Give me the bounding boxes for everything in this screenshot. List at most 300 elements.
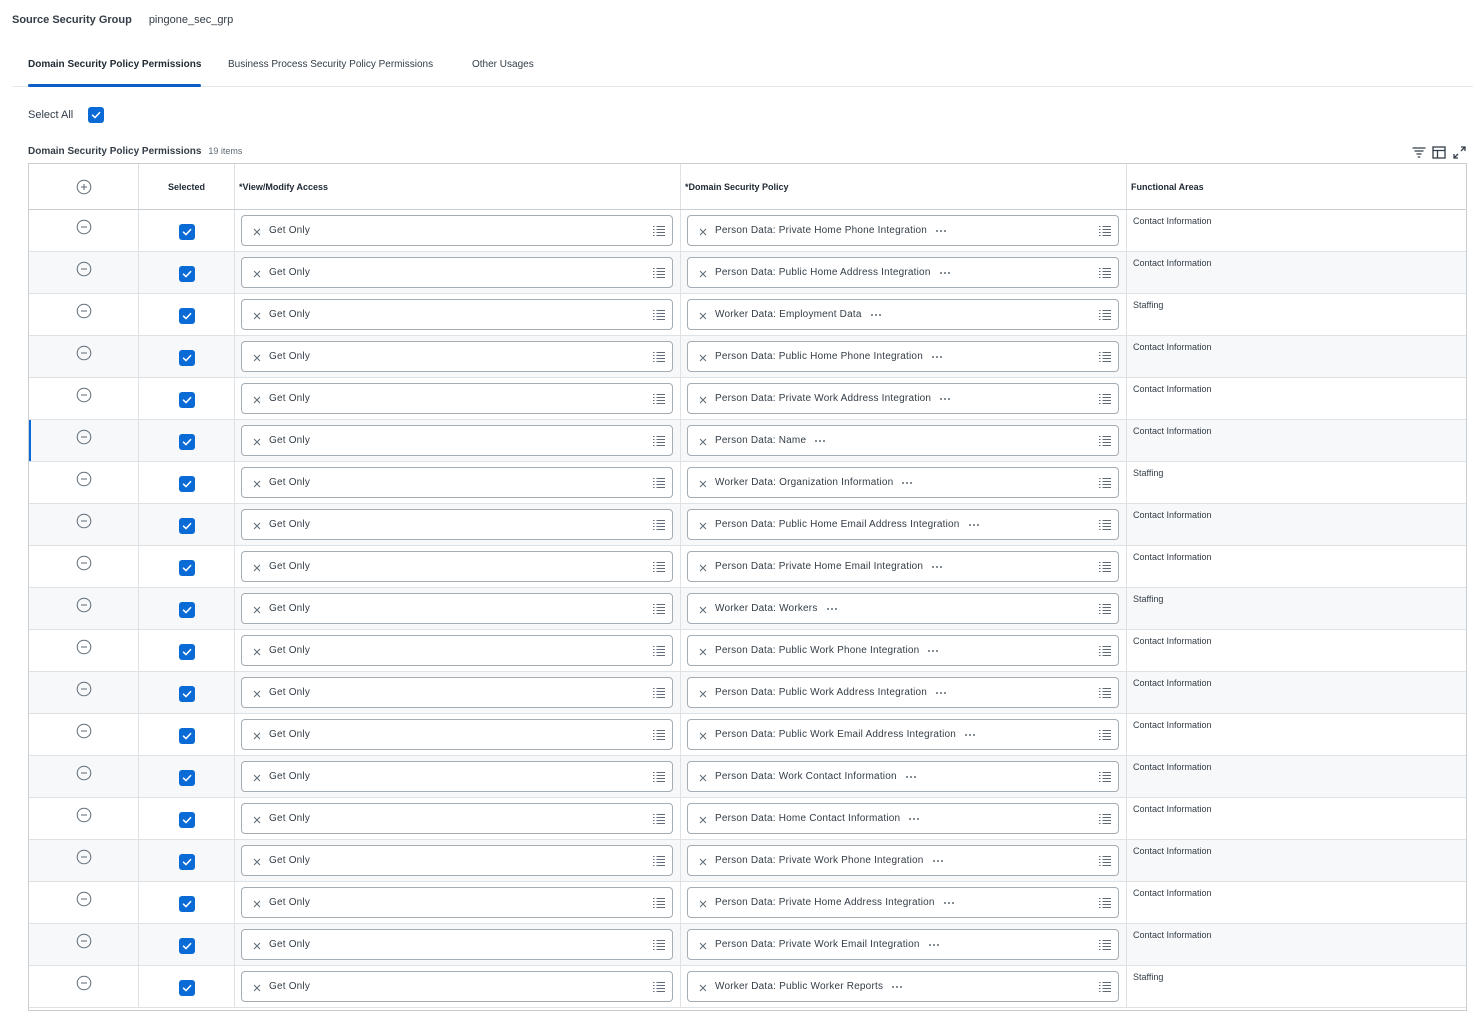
access-prompt[interactable]: [241, 677, 673, 708]
list-icon[interactable]: [652, 728, 666, 742]
minus-circle-icon: [76, 555, 92, 571]
policy-prompt[interactable]: [687, 509, 1119, 540]
policy-prompt[interactable]: [687, 341, 1119, 372]
remove-row-button[interactable]: [76, 429, 92, 445]
access-label: Get Only: [269, 771, 311, 782]
access-value: [252, 645, 310, 657]
list-icon[interactable]: [1098, 392, 1112, 406]
close-icon[interactable]: [698, 311, 708, 321]
list-icon[interactable]: [1098, 224, 1112, 238]
row-checkbox[interactable]: [179, 266, 195, 282]
policy-prompt[interactable]: [687, 971, 1119, 1002]
list-icon[interactable]: [652, 644, 666, 658]
policy-label: Person Data: Private Home Email Integration: [715, 561, 924, 572]
functional-area-cell: Contact Information: [1133, 216, 1212, 226]
row-checkbox[interactable]: [179, 938, 195, 954]
list-icon[interactable]: [1098, 350, 1112, 364]
access-value: [252, 729, 310, 741]
check-icon: [182, 815, 192, 825]
policy-cell: [681, 798, 1127, 839]
list-icon[interactable]: [652, 476, 666, 490]
access-prompt[interactable]: [241, 887, 673, 918]
header-functional-areas[interactable]: Functional Areas: [1131, 181, 1204, 192]
close-icon[interactable]: [252, 395, 262, 405]
access-prompt[interactable]: [241, 593, 673, 624]
ellipsis-icon[interactable]: [813, 436, 827, 446]
remove-row-button[interactable]: [76, 303, 92, 319]
tab-other-usages[interactable]: Other Usages: [472, 59, 534, 70]
access-prompt[interactable]: [241, 551, 673, 582]
policy-prompt[interactable]: [687, 803, 1119, 834]
remove-cell: [29, 420, 139, 461]
table-row: [29, 420, 1466, 462]
ellipsis-icon[interactable]: [938, 394, 952, 404]
policy-label: Person Data: Home Contact Information: [715, 813, 901, 824]
ellipsis-icon[interactable]: [869, 310, 883, 320]
row-checkbox[interactable]: [179, 686, 195, 702]
row-checkbox[interactable]: [179, 980, 195, 996]
remove-row-button[interactable]: [76, 975, 92, 991]
row-checkbox[interactable]: [179, 812, 195, 828]
list-icon[interactable]: [652, 392, 666, 406]
policy-prompt[interactable]: [687, 719, 1119, 750]
remove-cell: [29, 840, 139, 881]
close-icon[interactable]: [252, 521, 262, 531]
access-value: [252, 225, 310, 237]
close-icon[interactable]: [698, 857, 708, 867]
close-icon[interactable]: [698, 353, 708, 363]
policy-prompt[interactable]: [687, 257, 1119, 288]
access-cell: [235, 462, 681, 503]
close-icon[interactable]: [252, 983, 262, 993]
remove-row-button[interactable]: [76, 345, 92, 361]
access-label: Get Only: [269, 603, 311, 614]
source-value: pingone_sec_grp: [148, 14, 234, 26]
policy-prompt[interactable]: [687, 467, 1119, 498]
selected-cell: [139, 588, 235, 629]
header-view-modify-access[interactable]: *View/Modify Access: [235, 164, 681, 209]
policy-prompt[interactable]: [687, 635, 1119, 666]
close-icon[interactable]: [698, 815, 708, 825]
access-prompt[interactable]: [241, 467, 673, 498]
select-all-label: Select All: [28, 109, 74, 121]
close-icon[interactable]: [252, 941, 262, 951]
minus-circle-icon: [76, 219, 92, 235]
remove-row-button[interactable]: [76, 765, 92, 781]
close-icon[interactable]: [698, 731, 708, 741]
access-value: [252, 897, 310, 909]
policy-cell: [681, 420, 1127, 461]
ellipsis-icon[interactable]: [930, 352, 944, 362]
list-icon[interactable]: [652, 770, 666, 784]
policy-prompt[interactable]: [687, 761, 1119, 792]
access-prompt[interactable]: [241, 341, 673, 372]
minus-circle-icon: [76, 681, 92, 697]
policy-prompt[interactable]: [687, 887, 1119, 918]
table-row: [29, 210, 1466, 252]
check-icon: [182, 563, 192, 573]
list-icon[interactable]: [1098, 476, 1112, 490]
remove-row-button[interactable]: [76, 807, 92, 823]
list-icon[interactable]: [1098, 602, 1112, 616]
access-prompt[interactable]: [241, 719, 673, 750]
selected-cell: [139, 504, 235, 545]
list-icon[interactable]: [652, 980, 666, 994]
functional-area-cell: Staffing: [1133, 468, 1164, 478]
access-prompt[interactable]: [241, 845, 673, 876]
ellipsis-icon[interactable]: [900, 478, 914, 488]
close-icon[interactable]: [252, 227, 262, 237]
functional-area-cell: Contact Information: [1133, 804, 1212, 814]
policy-cell: [681, 504, 1127, 545]
policy-prompt[interactable]: [687, 593, 1119, 624]
close-icon[interactable]: [252, 899, 262, 909]
row-checkbox[interactable]: [179, 518, 195, 534]
check-icon: [182, 773, 192, 783]
list-icon[interactable]: [1098, 518, 1112, 532]
access-value: [252, 771, 310, 783]
policy-prompt[interactable]: [687, 383, 1119, 414]
ellipsis-icon[interactable]: [825, 604, 839, 614]
grid-header: [29, 164, 1466, 210]
minus-circle-icon: [76, 849, 92, 865]
access-prompt[interactable]: [241, 215, 673, 246]
access-prompt[interactable]: [241, 425, 673, 456]
minus-circle-icon: [76, 261, 92, 277]
access-label: Get Only: [269, 267, 311, 278]
list-icon[interactable]: [652, 350, 666, 364]
close-icon[interactable]: [252, 815, 262, 825]
access-prompt[interactable]: [241, 257, 673, 288]
check-icon: [182, 899, 192, 909]
ellipsis-icon[interactable]: [967, 520, 981, 530]
close-icon[interactable]: [252, 563, 262, 573]
check-icon: [182, 857, 192, 867]
policy-value: [698, 813, 921, 825]
filter-icon[interactable]: [1410, 144, 1428, 160]
access-value: [252, 351, 310, 363]
selected-cell: [139, 882, 235, 923]
remove-row-button[interactable]: [76, 681, 92, 697]
policy-label: Person Data: Private Home Address Integration: [715, 897, 935, 908]
access-cell: [235, 294, 681, 335]
list-icon[interactable]: [652, 518, 666, 532]
remove-cell: [29, 882, 139, 923]
list-icon[interactable]: [652, 434, 666, 448]
remove-row-button[interactable]: [76, 849, 92, 865]
table-row: [29, 252, 1466, 294]
remove-row-button[interactable]: [76, 261, 92, 277]
remove-row-button[interactable]: [76, 891, 92, 907]
close-icon[interactable]: [698, 395, 708, 405]
remove-row-button[interactable]: [76, 555, 92, 571]
ellipsis-icon[interactable]: [934, 688, 948, 698]
close-icon[interactable]: [698, 563, 708, 573]
functional-area-cell: Contact Information: [1133, 762, 1212, 772]
close-icon[interactable]: [698, 899, 708, 909]
policy-cell: [681, 336, 1127, 377]
policy-cell: [681, 882, 1127, 923]
remove-row-button[interactable]: [76, 219, 92, 235]
remove-row-button[interactable]: [76, 471, 92, 487]
close-icon[interactable]: [698, 269, 708, 279]
grid-toolbar: [1408, 144, 1468, 160]
policy-label: Worker Data: Workers: [715, 603, 818, 614]
functional-area-cell: Contact Information: [1133, 930, 1212, 940]
close-icon[interactable]: [698, 647, 708, 657]
remove-cell: [29, 630, 139, 671]
close-icon[interactable]: [252, 269, 262, 279]
close-icon[interactable]: [698, 983, 708, 993]
list-icon[interactable]: [1098, 854, 1112, 868]
close-icon[interactable]: [698, 941, 708, 951]
policy-prompt[interactable]: [687, 677, 1119, 708]
access-cell: [235, 840, 681, 881]
ellipsis-icon[interactable]: [904, 772, 918, 782]
close-icon[interactable]: [698, 437, 708, 447]
policy-prompt[interactable]: [687, 425, 1119, 456]
ellipsis-icon[interactable]: [931, 856, 945, 866]
check-icon: [182, 353, 192, 363]
access-prompt[interactable]: [241, 383, 673, 414]
access-cell: [235, 546, 681, 587]
functional-area-cell: Contact Information: [1133, 426, 1212, 436]
policy-label: Person Data: Public Work Phone Integration: [715, 645, 920, 656]
list-icon[interactable]: [652, 602, 666, 616]
row-checkbox[interactable]: [179, 644, 195, 660]
remove-cell: [29, 252, 139, 293]
tab-domain-security-policy-permissions[interactable]: Domain Security Policy Permissions: [28, 59, 201, 87]
access-prompt[interactable]: [241, 761, 673, 792]
close-icon[interactable]: [252, 857, 262, 867]
minus-circle-icon: [76, 639, 92, 655]
policy-cell: [681, 630, 1127, 671]
select-all-checkbox[interactable]: [88, 107, 104, 123]
ellipsis-icon[interactable]: [907, 814, 921, 824]
row-checkbox[interactable]: [179, 854, 195, 870]
selected-cell: [139, 210, 235, 251]
ellipsis-icon[interactable]: [934, 226, 948, 236]
ellipsis-icon[interactable]: [963, 730, 977, 740]
policy-prompt[interactable]: [687, 551, 1119, 582]
close-icon[interactable]: [252, 479, 262, 489]
minus-circle-icon: [76, 723, 92, 739]
close-icon[interactable]: [698, 479, 708, 489]
policy-prompt[interactable]: [687, 845, 1119, 876]
access-cell: [235, 630, 681, 671]
access-label: Get Only: [269, 729, 311, 740]
select-all: [28, 106, 104, 124]
row-checkbox[interactable]: [179, 602, 195, 618]
close-icon[interactable]: [252, 689, 262, 699]
policy-cell: [681, 672, 1127, 713]
header-domain-security-policy[interactable]: *Domain Security Policy: [681, 164, 1127, 209]
table-row: [29, 336, 1466, 378]
header-selected[interactable]: Selected: [139, 164, 235, 209]
close-icon[interactable]: [252, 647, 262, 657]
selected-cell: [139, 672, 235, 713]
close-icon[interactable]: [698, 521, 708, 531]
ellipsis-icon[interactable]: [890, 982, 904, 992]
remove-row-button[interactable]: [76, 723, 92, 739]
access-value: [252, 561, 310, 573]
minus-circle-icon: [76, 765, 92, 781]
row-checkbox[interactable]: [179, 308, 195, 324]
remove-row-button[interactable]: [76, 387, 92, 403]
list-icon[interactable]: [652, 266, 666, 280]
close-icon[interactable]: [698, 605, 708, 615]
selected-cell: [139, 840, 235, 881]
access-label: Get Only: [269, 897, 311, 908]
functional-area-cell: Contact Information: [1133, 258, 1212, 268]
list-icon[interactable]: [652, 560, 666, 574]
policy-value: [698, 225, 948, 237]
functional-area-cell: Contact Information: [1133, 846, 1212, 856]
remove-row-button[interactable]: [76, 933, 92, 949]
list-icon[interactable]: [652, 896, 666, 910]
check-icon: [182, 311, 192, 321]
policy-label: Person Data: Private Work Email Integration: [715, 939, 920, 950]
policy-cell: [681, 462, 1127, 503]
policy-label: Person Data: Public Work Address Integration: [715, 687, 928, 698]
access-prompt[interactable]: [241, 509, 673, 540]
policy-value: [698, 519, 981, 531]
check-icon: [91, 110, 101, 120]
policy-prompt[interactable]: [687, 215, 1119, 246]
policy-value: [698, 393, 952, 405]
row-checkbox[interactable]: [179, 392, 195, 408]
row-checkbox[interactable]: [179, 560, 195, 576]
list-icon[interactable]: [652, 308, 666, 322]
tab-business-process-security-policy-permissions[interactable]: Business Process Security Policy Permissions: [228, 59, 434, 70]
access-value: [252, 435, 310, 447]
ellipsis-icon[interactable]: [938, 268, 952, 278]
close-icon[interactable]: [252, 353, 262, 363]
close-icon[interactable]: [252, 731, 262, 741]
access-value: [252, 309, 310, 321]
selected-cell: [139, 336, 235, 377]
access-cell: [235, 504, 681, 545]
policy-cell: [681, 588, 1127, 629]
access-prompt[interactable]: [241, 635, 673, 666]
close-icon[interactable]: [252, 605, 262, 615]
remove-row-button[interactable]: [76, 513, 92, 529]
policy-label: Person Data: Private Home Phone Integration: [715, 225, 928, 236]
list-icon[interactable]: [1098, 812, 1112, 826]
list-icon[interactable]: [652, 812, 666, 826]
list-icon[interactable]: [1098, 686, 1112, 700]
list-icon[interactable]: [1098, 560, 1112, 574]
remove-cell: [29, 378, 139, 419]
access-label: Get Only: [269, 687, 311, 698]
close-icon[interactable]: [698, 227, 708, 237]
list-icon[interactable]: [652, 854, 666, 868]
row-checkbox[interactable]: [179, 434, 195, 450]
list-icon[interactable]: [1098, 896, 1112, 910]
access-prompt[interactable]: [241, 929, 673, 960]
access-value: [252, 519, 310, 531]
source-label: Source Security Group: [12, 14, 132, 26]
close-icon[interactable]: [252, 311, 262, 321]
selected-cell: [139, 546, 235, 587]
row-checkbox[interactable]: [179, 770, 195, 786]
selected-cell: [139, 294, 235, 335]
policy-value: [698, 351, 944, 363]
table-row: [29, 756, 1466, 798]
close-icon[interactable]: [698, 689, 708, 699]
policy-cell: [681, 756, 1127, 797]
list-icon[interactable]: [1098, 980, 1112, 994]
row-checkbox[interactable]: [179, 224, 195, 240]
row-checkbox[interactable]: [179, 476, 195, 492]
list-icon[interactable]: [652, 224, 666, 238]
functional-area-cell: Contact Information: [1133, 342, 1212, 352]
policy-label: Person Data: Public Home Phone Integration: [715, 351, 923, 362]
list-icon[interactable]: [652, 686, 666, 700]
remove-cell: [29, 714, 139, 755]
access-cell: [235, 378, 681, 419]
table-row: [29, 294, 1466, 336]
check-icon: [182, 521, 192, 531]
columns-icon[interactable]: [1430, 144, 1448, 160]
selected-cell: [139, 462, 235, 503]
access-cell: [235, 210, 681, 251]
access-label: Get Only: [269, 561, 311, 572]
list-icon[interactable]: [1098, 308, 1112, 322]
list-icon[interactable]: [1098, 644, 1112, 658]
policy-prompt[interactable]: [687, 929, 1119, 960]
selected-cell: [139, 420, 235, 461]
row-checkbox[interactable]: [179, 728, 195, 744]
table-row: [29, 840, 1466, 882]
close-icon[interactable]: [252, 437, 262, 447]
list-icon[interactable]: [1098, 938, 1112, 952]
remove-cell: [29, 588, 139, 629]
row-checkbox[interactable]: [179, 896, 195, 912]
check-icon: [182, 731, 192, 741]
ellipsis-icon[interactable]: [942, 898, 956, 908]
list-icon[interactable]: [1098, 434, 1112, 448]
add-row-button[interactable]: [76, 179, 92, 195]
policy-label: Person Data: Name: [715, 435, 807, 446]
access-value: [252, 603, 310, 615]
close-icon[interactable]: [698, 773, 708, 783]
remove-row-button[interactable]: [76, 639, 92, 655]
expand-icon[interactable]: [1450, 144, 1468, 160]
plus-circle-icon: [76, 179, 92, 195]
ellipsis-icon[interactable]: [927, 940, 941, 950]
policy-label: Person Data: Private Work Address Integration: [715, 393, 932, 404]
row-checkbox[interactable]: [179, 350, 195, 366]
table-row: [29, 546, 1466, 588]
remove-row-button[interactable]: [76, 597, 92, 613]
close-icon[interactable]: [252, 773, 262, 783]
functional-area-cell: Contact Information: [1133, 720, 1212, 730]
access-prompt[interactable]: [241, 971, 673, 1002]
policy-value: [698, 309, 883, 321]
policy-prompt[interactable]: [687, 299, 1119, 330]
ellipsis-icon[interactable]: [930, 562, 944, 572]
list-icon[interactable]: [1098, 728, 1112, 742]
ellipsis-icon[interactable]: [926, 646, 940, 656]
access-prompt[interactable]: [241, 803, 673, 834]
access-prompt[interactable]: [241, 299, 673, 330]
policy-cell: [681, 210, 1127, 251]
list-icon[interactable]: [1098, 770, 1112, 784]
access-label: Get Only: [269, 813, 311, 824]
list-icon[interactable]: [652, 938, 666, 952]
list-icon[interactable]: [1098, 266, 1112, 280]
